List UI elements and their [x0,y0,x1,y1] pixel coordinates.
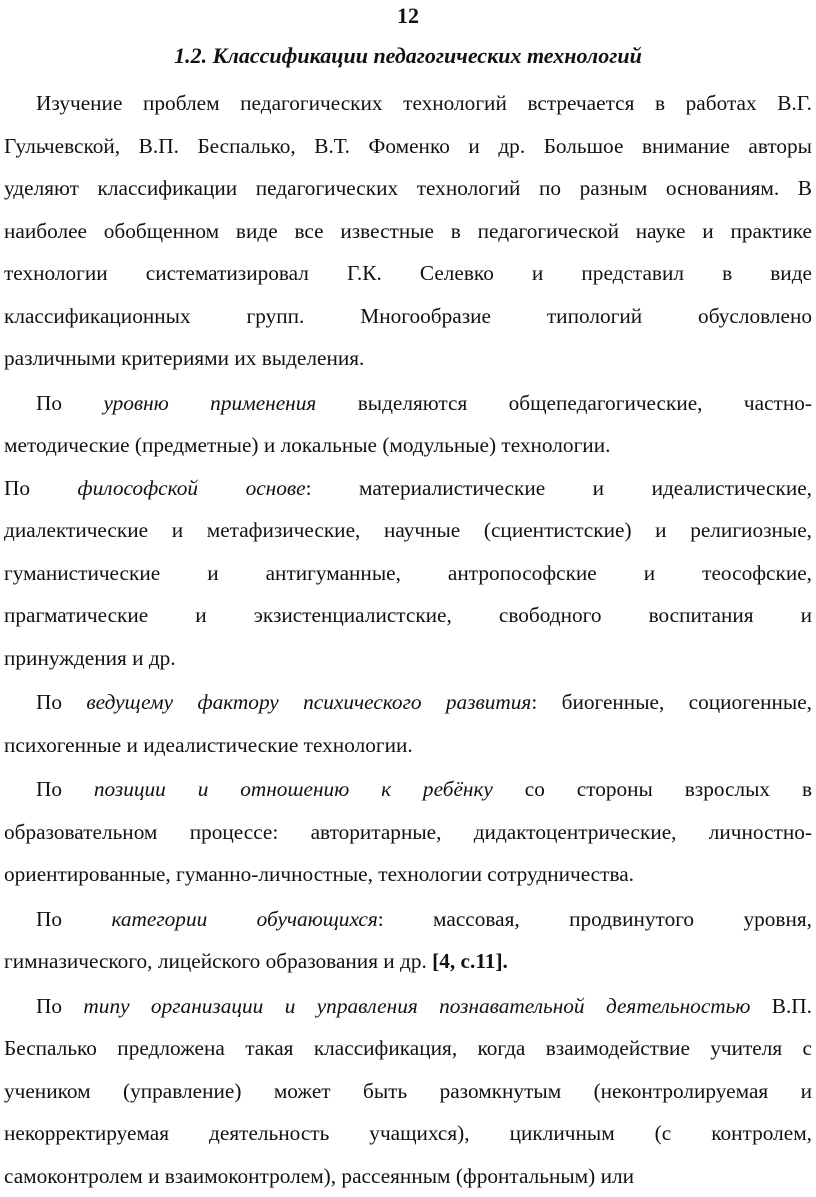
paragraph-position-to-child [4,768,812,896]
classification-term: философской основе [78,476,306,500]
line-continuation: : массовая, продвинутого уровня, [378,907,812,931]
text-line: Беспалько предложена такая классификация, когда взаимодействие учителя с [4,1027,812,1070]
text-line: методические (предметные) и локальные (модульные) технологии. [4,424,812,467]
text-line [4,940,812,983]
classification-term: позиции и отношению к ребёнку [94,777,493,801]
classification-term: уровню применения [103,391,316,415]
line-continuation: выделяются общепедагогические, частно- [358,391,812,415]
lead-word: По [36,907,62,931]
paragraph-organization-type [4,985,812,1197]
text-line: диалектические и метафизические, научные (сциентистские) и религиозные, [4,509,812,552]
lead-word: По [36,690,62,714]
text-line [4,467,812,510]
line-continuation: со стороны взрослых в [525,777,812,801]
paragraph-philosophical-basis [4,467,812,680]
line-text: гимназического, лицейского образования и др. [4,949,427,973]
text-line: самоконтролем и взаимоконтролем), рассеянным (фронтальным) или [4,1155,812,1197]
paragraph-leading-factor [4,681,812,766]
text-line: технологии систематизировал Г.К. Селевко и представил в виде [4,252,812,295]
classification-term: категории обучающихся [111,907,377,931]
text-line: ориентированные, гуманно-личностные, технологии сотрудничества. [4,853,812,896]
text-line: различными критериями их выделения. [4,337,812,380]
line-continuation: : материалистические и идеалистические, [306,476,812,500]
text-line: психогенные и идеалистические технологии. [4,724,812,767]
lead-word: По [4,476,30,500]
line-continuation: В.П. [772,994,812,1018]
lead-word: По [36,777,62,801]
text-line [4,768,812,811]
paragraph-intro [4,82,812,380]
text-line: принуждения и др. [4,637,812,680]
paragraph-learner-category [4,898,812,983]
lead-word: По [36,994,62,1018]
text-line: учеником (управление) может быть разомкнутым (неконтролируемая и [4,1070,812,1113]
text-line: образовательном процессе: авторитарные, дидактоцентрические, личностно- [4,811,812,854]
text-line: прагматические и экзистенциалистские, свободного воспитания и [4,594,812,637]
text-line: гуманистические и антигуманные, антропософские и теософские, [4,552,812,595]
classification-term: типу организации и управления познавательной деятельностью [83,994,750,1018]
text-line: наиболее обобщенном виде все известные в педагогической науке и практике [4,210,812,253]
page-number: 12 [0,3,816,29]
text-line [4,382,812,425]
section-heading: 1.2. Классификации педагогических технологий [0,41,816,71]
text-line: Изучение проблем педагогических технологий встречается в работах В.Г. [4,82,812,125]
classification-term: ведущему фактору психического развития [86,690,531,714]
lead-word: По [36,391,62,415]
line-continuation: : биогенные, социогенные, [531,690,812,714]
body-text [4,82,812,1197]
text-line: уделяют классификации педагогических технологий по разным основаниям. В [4,167,812,210]
text-line [4,681,812,724]
text-line [4,985,812,1028]
text-line [4,898,812,941]
citation-reference: [4, с.11]. [432,949,508,973]
paragraph-level-of-application [4,382,812,467]
text-line: некорректируемая деятельность учащихся), цикличным (с контролем, [4,1112,812,1155]
text-line: Гульчевской, В.П. Беспалько, В.Т. Фоменко и др. Большое внимание авторы [4,125,812,168]
text-line: классификационных групп. Многообразие типологий обусловлено [4,295,812,338]
